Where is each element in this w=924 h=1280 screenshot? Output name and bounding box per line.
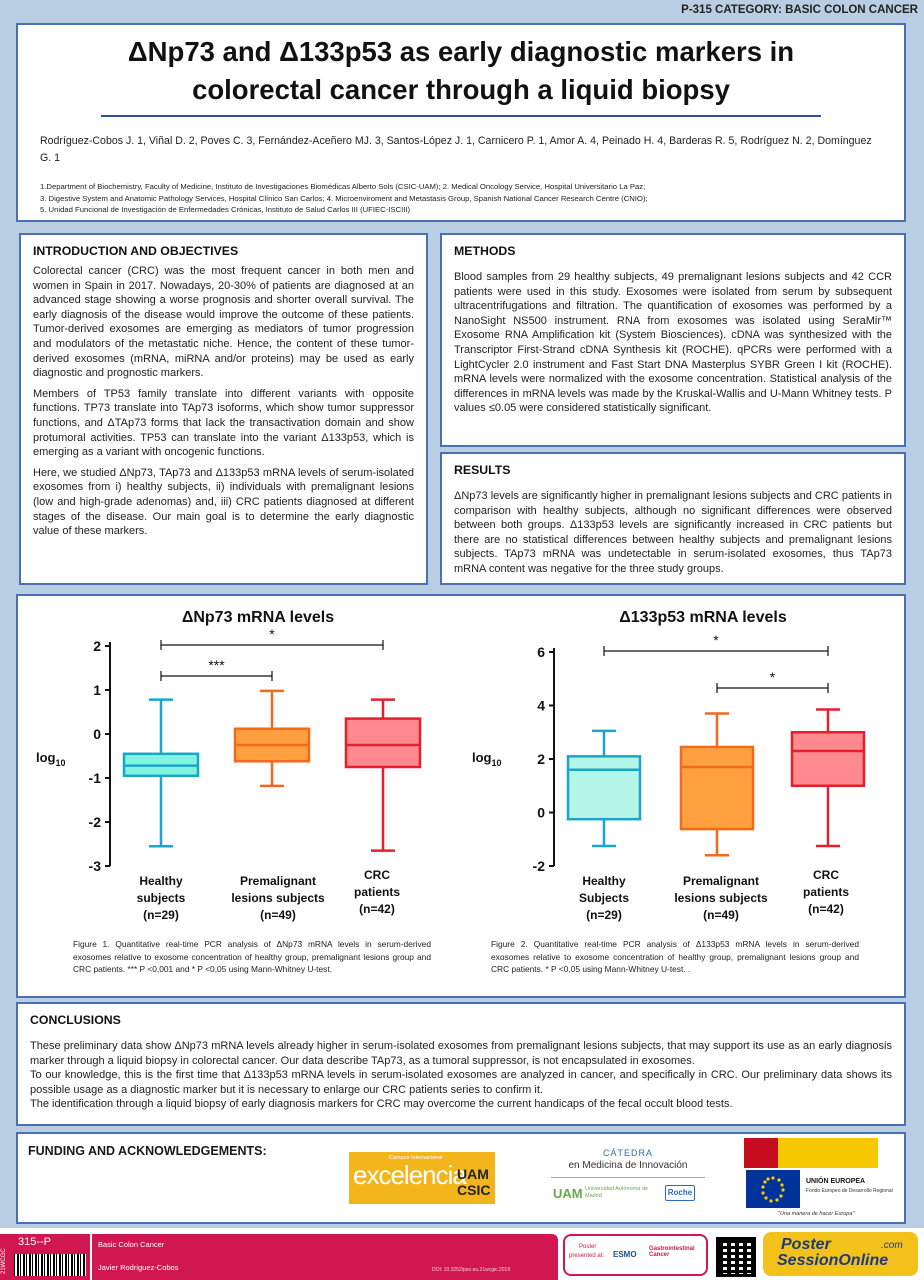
y-axis-label: $\log_{10}$ <box>472 750 502 768</box>
results-panel <box>440 452 906 585</box>
introduction-paragraph: Here, we studied ΔNp73, TAp73 and Δ133p53 mRNA levels of serum-isolated exosomes from i) healthy subjects, ii) individuals with premalignant lesions (low and high-grade adenomas) and, iii) CRC patients diagnosed at different stages of the disease. Our main goal is to determine the early diagnostic value of these markers. <box>33 466 414 538</box>
affiliations <box>40 181 884 216</box>
introduction-paragraph: Colorectal cancer (CRC) was the most frequent cancer in both men and women in Spain in 2017. Nowadays, 20-30% of patients are diagnosed at an advanced stage showing a worse prognosis and shorter overall survival. The early diagnosis of the disease would improve the outcome of these patients. Tumor-derived exosomes are emerging as mediators of tumor progression and modulators of the metastatic niche. Hence, the content of these tumor-derived exosomes (mRNA, miRNA and/or proteins) may be used as early diagnostic and prognostic markers. <box>33 265 414 380</box>
title-divider <box>101 115 821 117</box>
x-category-label: Healthy <box>139 874 183 888</box>
d133p53-boxplot <box>458 600 898 935</box>
funding-heading: FUNDING AND ACKNOWLEDGEMENTS: <box>28 1144 267 1158</box>
x-category-label: lesions subjects <box>231 891 325 905</box>
results-heading: RESULTS <box>454 463 511 477</box>
y-tick-label: -3 <box>88 858 101 874</box>
presented-at-logo <box>563 1234 708 1276</box>
title-line-1: ΔNp73 and Δ133p53 as early diagnostic markers in <box>127 36 795 67</box>
eu-flag-icon <box>746 1170 800 1208</box>
x-category-label: (n=42) <box>808 902 844 916</box>
x-category-label: (n=29) <box>586 908 622 922</box>
brand-session-text: SessionOnline <box>777 1252 889 1269</box>
uam-csic-excellence-logo <box>349 1152 495 1204</box>
congress-logo-text: Gastrointestinal Cancer <box>649 1246 695 1258</box>
conclusions-panel <box>16 1002 906 1126</box>
conclusions-heading: CONCLUSIONS <box>30 1013 121 1027</box>
x-category-label: Subjects <box>578 891 630 905</box>
y-tick-label: 2 <box>93 638 101 654</box>
footer-category: Basic Colon Cancer <box>98 1240 165 1249</box>
roche-logo <box>665 1185 695 1201</box>
y-axis-label: $\log_{10}$ <box>36 750 66 768</box>
dnp73-boxplot <box>28 600 458 935</box>
footer-side-code: 21WCGC <box>1 1248 7 1274</box>
y-tick-label: -2 <box>88 814 101 830</box>
author-list: Rodríguez-Cobos J. 1, Viñal D. 2, Poves C. 3, Fernández-Aceñero MJ. 3, Santos-López J. 1, Carnicero P. 1, Amor A. 4, Peinado H. 4, Barderas R. 5, Rodríguez N. 2, Domínguez G. 1 <box>40 135 872 164</box>
catedra-logo <box>543 1148 713 1210</box>
conclusions-paragraph: To our knowledge, this is the first time that Δ133p53 mRNA levels in serum-isolated exosomes are analyzed in cancer, and specifically in CRC. Our preliminary data shows its possible usage as a diagnostic marker but it is necessary to enlarge our CRC patients series to confirm it. <box>30 1069 892 1096</box>
affiliation-line: 5. Unidad Funcional de Investigación de Enfermedades Crónicas, Instituto de Salud Carlos III (UFIEC-ISCIII) <box>40 205 411 214</box>
funding-panel <box>16 1132 906 1224</box>
conclusions-paragraph: The identification through a liquid biopsy of early diagnosis markers for CRC may overcome the current handicaps of the fecal occult blood tests. <box>30 1098 733 1111</box>
introduction-heading: INTRODUCTION AND OBJECTIVES <box>33 244 239 258</box>
x-category-label: patients <box>353 885 401 899</box>
x-category-label: Premalignant <box>682 874 760 888</box>
figure-2-caption: Figure 2. Quantitative real-time PCR analysis of Δ133p53 mRNA levels in serum-derived exosomes relative to exosome concentration of healthy group, premalignant lesions group and CRC patients. * P <0,05 using Mann-Whitney U-test. . <box>491 939 859 974</box>
y-tick-label: -1 <box>88 770 101 786</box>
eu-stars-icon <box>746 1170 800 1208</box>
introduction-panel <box>19 233 428 585</box>
results-text: ΔNp73 levels are significantly higher in premalignant lesions subjects and CRC patients in comparison with healthy subjects, although no significant differences were observed between both groups. Δ133p53 levels are significantly increased in CRC patients but there are no statistical differences between healthy subjects and premalignant lesions subjects. TAp73 mRNA was undetectable in serum-isolated exosomes, thus TAp73 mRNA content was negative for the three study groups. <box>454 490 892 575</box>
methods-heading: METHODS <box>454 244 516 258</box>
box-iqr <box>681 747 753 829</box>
y-tick-label: 2 <box>537 751 545 767</box>
x-category-label: CRC <box>364 868 390 882</box>
brand-poster-text: Poster <box>781 1236 831 1253</box>
poster-title <box>18 33 904 109</box>
introduction-paragraph: Members of TP53 family translate into different variants with opposite functions. TP73 translate into TAp73 isoforms, which show tumor suppressor functions, and ΔTAp73 forms that lack the transactivation domain and show protumoral activities. TP53 can translate into the variant Δ133p53, which is emerging as a variant with oncogenic functions. <box>33 387 414 459</box>
y-tick-label: -2 <box>532 858 545 874</box>
logo-csic-text: CSIC <box>457 1182 491 1198</box>
roche-logo-text: Roche <box>667 1188 693 1197</box>
eu-motto: "Una manera de hacer Europa" <box>778 1211 855 1217</box>
x-category-label: Premalignant <box>239 874 317 888</box>
footer-poster-code: 315--P <box>18 1236 52 1248</box>
logo-small-text: Campus Internacional <box>389 1155 443 1161</box>
y-tick-label: 0 <box>537 804 545 821</box>
uam-logo-text: UAM <box>553 1186 583 1201</box>
x-category-label: subjects <box>136 891 186 905</box>
x-category-label: Healthy <box>582 874 626 888</box>
footer-author: Javier Rodriguez-Cobos <box>98 1263 179 1272</box>
x-category-label: patients <box>802 885 850 899</box>
catedra-title: CÁTEDRA <box>602 1148 653 1158</box>
box-iqr <box>792 732 864 786</box>
postersessiononline-logo <box>763 1232 918 1276</box>
uam-subtitle: Universidad Autónoma de Madrid <box>585 1186 648 1199</box>
footer-doi: DOI: 10.3252/pso.eu.21wcgic.2019 <box>432 1267 511 1273</box>
y-tick-label: 6 <box>537 644 545 660</box>
x-category-label: (n=49) <box>260 908 296 922</box>
significance-label: * <box>769 669 776 685</box>
footer-code-block <box>0 1234 90 1280</box>
eu-subtitle: Fondo Europeo de Desarrollo Regional <box>806 1188 893 1194</box>
x-category-label: (n=42) <box>359 902 395 916</box>
affiliation-line: 1.Department of Biochemistry, Faculty of Medicine, Instituto de Investigaciones Biomédicas Alberto Sols (CSIC-UAM); 2. Medical Oncology Service, Hospital Universitario La Paz; <box>40 182 646 191</box>
footer-bar <box>0 1228 924 1280</box>
box-iqr <box>568 756 640 819</box>
esmo-logo: ESMO <box>613 1250 637 1259</box>
spanish-government-logo <box>744 1138 878 1168</box>
y-tick-label: 0 <box>93 726 101 742</box>
figures-panel <box>16 594 906 998</box>
box-iqr <box>346 719 420 767</box>
brand-com-text: .com <box>881 1240 903 1251</box>
title-panel <box>16 23 906 222</box>
conclusions-paragraph: These preliminary data show ΔNp73 mRNA levels already higher in serum-isolated exosomes from premalignant lesions subjects, that may support its use as an early diagnosis marker through a liquid biopsy in colorectal cancer. Our data describe TAp73, as a tumoral suppressor, is not encapsulated in exosomes. <box>30 1040 892 1067</box>
barcode-icon <box>14 1254 86 1276</box>
spain-coat-of-arms-icon <box>744 1138 778 1168</box>
significance-label: *** <box>208 657 225 673</box>
poster-category-tag: P-315 CATEGORY: BASIC COLON CANCER <box>681 4 918 16</box>
logo-excelencia-text: excelencia <box>353 1160 466 1190</box>
affiliation-line: 3. Digestive System and Anatomic Pathology Services, Hospital Clínico San Carlos; 4. Microenviroment and Metastasis Group, Spanish National Cancer Research Centre (CNIO); <box>40 193 648 203</box>
y-tick-label: 1 <box>93 682 101 698</box>
qr-code-icon <box>716 1237 756 1277</box>
title-line-2: colorectal cancer through a liquid biopsy <box>192 74 730 105</box>
significance-label: * <box>713 632 719 648</box>
figure-1-caption: Figure 1. Quantitative real-time PCR analysis of ΔNp73 mRNA levels in serum-derived exosomes relative to exosome concentration of healthy group, premalignant lesions group and CRC patients. *** P <0,001 and * P <0,05 using Mann-Whitney U-test. <box>73 939 431 974</box>
y-tick-label: 4 <box>537 697 545 714</box>
eu-title: UNIÓN EUROPEA <box>806 1178 866 1185</box>
x-category-label: (n=49) <box>703 908 739 922</box>
chart-title: ΔNp73 mRNA levels <box>181 609 335 626</box>
presented-label: Poster <box>579 1244 597 1250</box>
x-category-label: lesions subjects <box>674 891 768 905</box>
footer-info-block <box>92 1234 558 1280</box>
chart-title: Δ133p53 mRNA levels <box>619 609 787 626</box>
significance-label: * <box>269 626 275 642</box>
logo-uam-text: UAM <box>457 1166 489 1182</box>
catedra-rule <box>551 1177 705 1178</box>
methods-panel <box>440 233 906 447</box>
x-category-label: CRC <box>813 868 839 882</box>
methods-text: Blood samples from 29 healthy subjects, 49 premalignant lesions subjects and 42 CCR patients were used in this study. Exosomes were isolated from serum by subsequent ultracentrifugations and filtration. The quantification of exosomes was performed by a NanoSight NS500 instrument. RNA from exosomes was isolated using SeraMir™ Exosome RNA Amplification kit (System Biosciences). cDNA was synthesized with the Transcriptor First-Strand cDNA Synthesis kit (ROCHE). qPCRs were performed with a LightCycler 2.0 instrument and Fast Start DNA Masterplus SYBR Green I kit (ROCHE). mRNA levels were normalized with the exosome concentration. Statistical analysis of the differences in mRNA levels was made by the Kruskal-Wallis and U-Mann Whitney tests. P values ≤0.05 were considered statistically significant. <box>454 271 892 415</box>
presented-label-2: presented at: <box>569 1253 605 1259</box>
x-category-label: (n=29) <box>143 908 179 922</box>
catedra-subtitle: en Medicina de Innovación <box>568 1160 688 1171</box>
